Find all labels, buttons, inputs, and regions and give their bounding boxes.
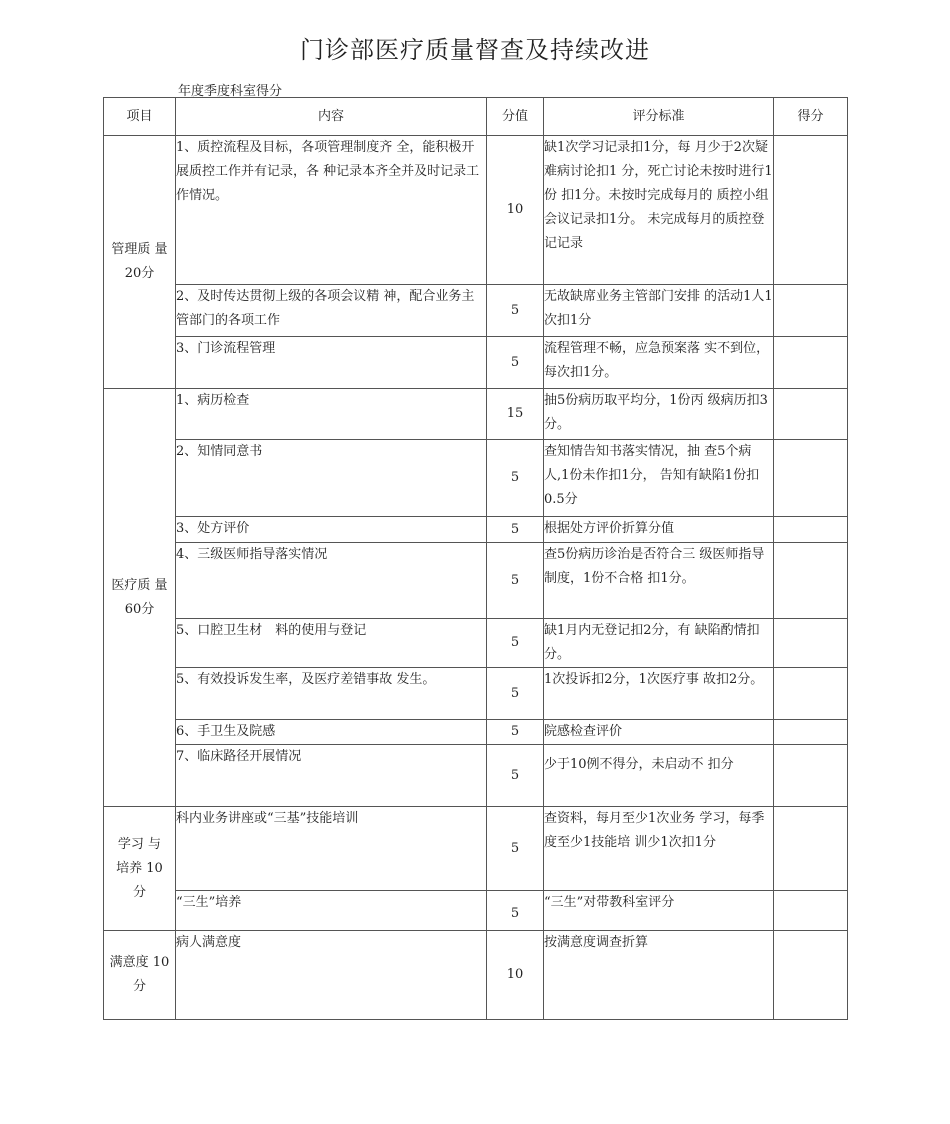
score-cell: 5	[487, 619, 544, 668]
table-row	[104, 543, 848, 619]
table-row	[104, 745, 848, 807]
got-cell	[774, 337, 848, 389]
category-cell: 医疗质 量 60分	[104, 389, 176, 807]
got-cell	[774, 807, 848, 891]
got-cell	[774, 389, 848, 440]
standard-cell: “三生”对带教科室评分	[544, 891, 774, 931]
standard-cell: 缺1月内无登记扣2分，有 缺陷酌情扣分。	[544, 619, 774, 668]
standard-cell: 查资料，每月至少1次业务 学习，每季度至少1技能培 训少1次扣1分	[544, 807, 774, 891]
got-cell	[774, 543, 848, 619]
header-row	[104, 98, 848, 136]
standard-cell: 流程管理不畅，应急预案落 实不到位，每次扣1分。	[544, 337, 774, 389]
header-standard: 评分标准	[544, 98, 774, 136]
category-cell: 学习 与 培养 10 分	[104, 807, 176, 931]
standard-cell: 抽5份病历取平均分，1份丙 级病历扣3分。	[544, 389, 774, 440]
table-row	[104, 720, 848, 745]
header-content: 内容	[176, 98, 487, 136]
table-row	[104, 931, 848, 1020]
category-cell: 管理质 量 20分	[104, 136, 176, 389]
content-cell: 6、手卫生及院感	[176, 720, 487, 745]
standard-cell: 无故缺席业务主管部门安排 的活动1人1次扣1分	[544, 285, 774, 337]
table-row	[104, 440, 848, 517]
content-cell: 7、临床路径开展情况	[176, 745, 487, 807]
score-cell: 5	[487, 668, 544, 720]
score-cell: 5	[487, 807, 544, 891]
got-cell	[774, 619, 848, 668]
score-cell: 15	[487, 389, 544, 440]
content-cell: 1、质控流程及目标，各项管理制度齐 全，能积极开展质控工作并有记录，各 种记录本齐全并及时记录工作情况。	[176, 136, 487, 285]
score-cell: 5	[487, 720, 544, 745]
got-cell	[774, 285, 848, 337]
content-cell: “三生”培养	[176, 891, 487, 931]
content-cell: 1、病历检查	[176, 389, 487, 440]
header-score: 分值	[487, 98, 544, 136]
table-row	[104, 619, 848, 668]
content-cell: 5、有效投诉发生率，及医疗差错事故 发生。	[176, 668, 487, 720]
standard-cell: 查知情告知书落实情况，抽 查5个病人,1份未作扣1分， 告知有缺陷1份扣0.5分	[544, 440, 774, 517]
standard-cell: 按满意度调查折算	[544, 931, 774, 1020]
table-row	[104, 285, 848, 337]
standard-cell: 院感检查评价	[544, 720, 774, 745]
score-cell: 10	[487, 931, 544, 1020]
content-cell: 3、处方评价	[176, 517, 487, 543]
score-cell: 5	[487, 440, 544, 517]
got-cell	[774, 668, 848, 720]
score-cell: 5	[487, 543, 544, 619]
content-cell: 病人满意度	[176, 931, 487, 1020]
content-cell: 2、知情同意书	[176, 440, 487, 517]
score-cell: 5	[487, 891, 544, 931]
table-row	[104, 517, 848, 543]
score-cell: 5	[487, 745, 544, 807]
header-item: 项目	[104, 98, 176, 136]
standard-cell: 少于10例不得分，未启动不 扣分	[544, 745, 774, 807]
category-cell: 满意度 10 分	[104, 931, 176, 1020]
table-row	[104, 389, 848, 440]
header-got: 得分	[774, 98, 848, 136]
evaluation-table	[103, 97, 848, 1020]
score-cell: 5	[487, 337, 544, 389]
score-cell: 5	[487, 285, 544, 337]
table-row	[104, 807, 848, 891]
got-cell	[774, 891, 848, 931]
document-subtitle: 年度季度科室得分	[178, 84, 283, 99]
standard-cell: 查5份病历诊治是否符合三 级医师指导制度，1份不合格 扣1分。	[544, 543, 774, 619]
table-row	[104, 668, 848, 720]
got-cell	[774, 931, 848, 1020]
content-cell: 4、三级医师指导落实情况	[176, 543, 487, 619]
standard-cell: 1次投诉扣2分，1次医疗事 故扣2分。	[544, 668, 774, 720]
got-cell	[774, 136, 848, 285]
document-title: 门诊部医疗质量督查及持续改进	[300, 36, 650, 64]
got-cell	[774, 745, 848, 807]
table-row	[104, 337, 848, 389]
got-cell	[774, 440, 848, 517]
content-cell: 5、口腔卫生材 料的使用与登记	[176, 619, 487, 668]
score-cell: 5	[487, 517, 544, 543]
got-cell	[774, 517, 848, 543]
content-cell: 科内业务讲座或“三基”技能培训	[176, 807, 487, 891]
table-row	[104, 136, 848, 285]
got-cell	[774, 720, 848, 745]
table-row	[104, 891, 848, 931]
content-cell: 2、及时传达贯彻上级的各项会议精 神，配合业务主管部门的各项工作	[176, 285, 487, 337]
standard-cell: 缺1次学习记录扣1分，每 月少于2次疑难病讨论扣1 分，死亡讨论未按时进行1份 扣1分。未按时完成每月的 质控小组会议记录扣1分。 未完成每月的质控登记记录	[544, 136, 774, 285]
score-cell: 10	[487, 136, 544, 285]
content-cell: 3、门诊流程管理	[176, 337, 487, 389]
standard-cell: 根据处方评价折算分值	[544, 517, 774, 543]
